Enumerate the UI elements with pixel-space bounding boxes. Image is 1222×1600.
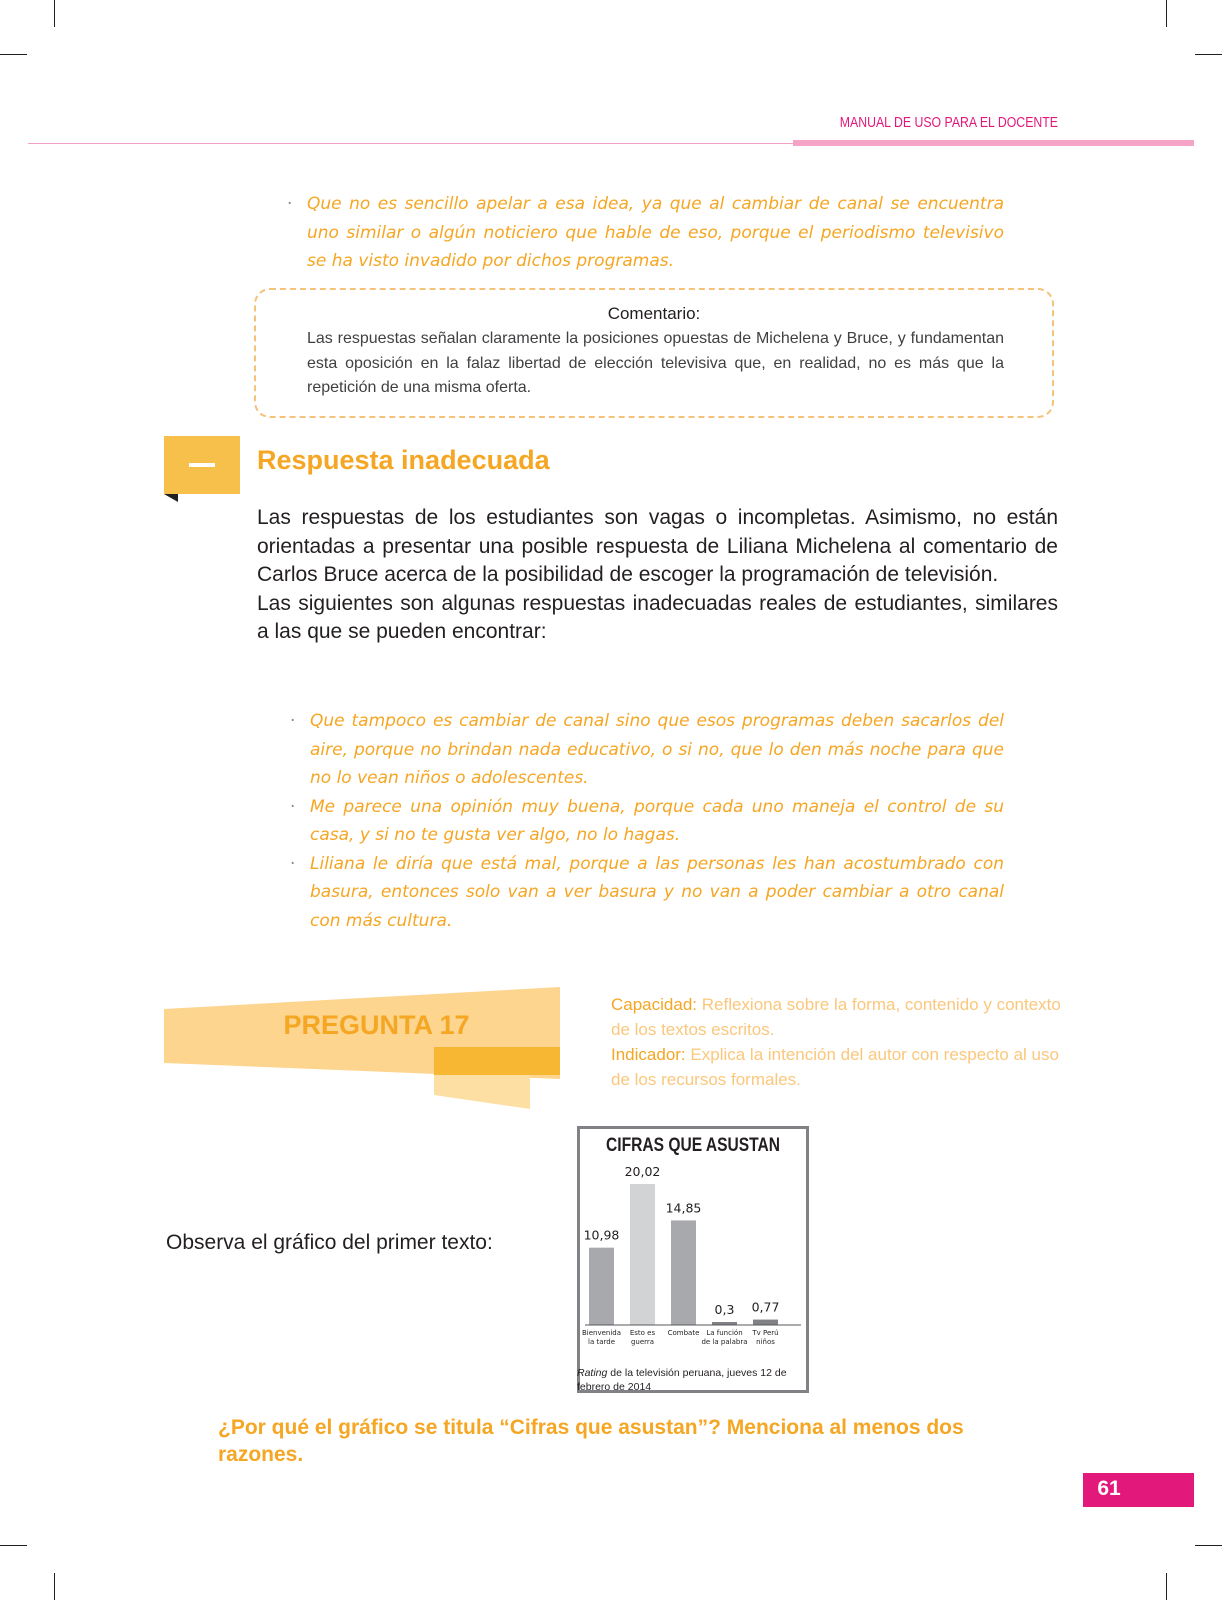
chart-category-label: Combate [667,1329,700,1337]
capacity-text: Reflexiona sobre la forma, contenido y contexto de los textos escritos. [611,995,1061,1039]
chart-category-label: Bienvenida [581,1329,622,1337]
chart-bar [671,1220,696,1325]
crop-mark [1195,54,1222,55]
crop-mark [1195,1545,1222,1546]
chart-data-label: 0,3 [714,1302,735,1317]
crop-mark [1166,0,1167,27]
list-item: · Liliana le diría que está mal, porque a las personas les han acostumbrado con basura, entonces solo van a ver basura y no van a poder cambiar a otro canal con más cultura. [310,850,1004,936]
crop-mark [0,54,27,55]
section-title: Respuesta inadecuada [257,445,550,475]
chart-category-label: la tarde [588,1338,615,1346]
list-item: · Que no es sencillo apelar a esa idea, ya que al cambiar de canal se encuentra uno similar o algún noticiero que hable de eso, porque el periodismo televisivo se ha visto invadido por dichos programas. [307,190,1004,276]
chart-category-label: La función [706,1329,743,1337]
chart-caption-italic: Rating [577,1367,608,1379]
chart-category-label: Tv Perú [752,1329,779,1337]
indicator-text: Explica la intención del autor con respecto al uso de los recursos formales. [611,1045,1059,1089]
section-body [257,504,1058,647]
chart-bar [630,1184,655,1325]
chart-caption-text: de la televisión peruana, jueves 12 de febrero de 2014 [577,1367,787,1393]
crop-mark [1166,1573,1167,1600]
chart-data-label: 10,98 [583,1227,620,1243]
list-item: · Me parece una opinión muy buena, porque cada uno maneja el control de su casa, y si no te gusta ver algo, no lo hagas. [310,793,1004,850]
section-paragraph: Las respuestas de los estudiantes son vagas o incompletas. Asimismo, no están orientadas a presentar una posible respuesta de Liliana Michelena al comentario de Carlos Bruce acerca de la posibilidad de escoger la programación de televisión. [257,506,1058,587]
chart-category-label: niños [756,1338,775,1346]
question-text: ¿Por qué el gráfico se titula “Cifras que asustan”? Menciona al menos dos razones. [218,1416,964,1466]
chart-data-label: 20,02 [624,1164,661,1179]
question-ribbon [164,987,564,1112]
chart-caption [577,1367,817,1394]
page-number: 61 [1097,1477,1121,1500]
chart-title: CIFRAS QUE ASUSTAN [606,1135,780,1156]
icon-fold [164,494,178,502]
capacity-indicator [611,992,1071,1092]
header-accent-bar [793,140,1194,146]
comment-body: Las respuestas señalan claramente la posiciones opuestas de Michelena y Bruce, y fundamentan esta oposición en la falaz libertad de elección televisiva que, en realidad, no es más que la repetición de una misma oferta. [307,330,1004,396]
list-item: · Que tampoco es cambiar de canal sino que esos programas deben sacarlos del aire, porque no brindan nada educativo, o si no, que lo den más noche para que no lo vean niños o adolescentes. [310,707,1004,793]
crop-mark [54,1573,55,1600]
chart-category-label: guerra [630,1338,655,1346]
indicator-label: Indicador: [611,1045,686,1064]
adequate-answer-list [307,190,1004,276]
chart-bar [589,1248,614,1325]
crop-mark [54,0,55,27]
chart-data-label: 0,77 [751,1299,780,1315]
crop-mark [0,1545,27,1546]
chart-bar [753,1320,778,1325]
question-number: PREGUNTA 17 [283,1010,470,1040]
chart-category-label: Esto es [629,1329,656,1337]
chart [577,1126,809,1393]
chart-category-label: de la palabra [701,1338,748,1346]
instruction: Observa el gráfico del primer texto: [166,1231,493,1254]
section-paragraph: Las siguientes son algunas respuestas inadecuadas reales de estudiantes, similares a las que se pueden encontrar: [257,591,1058,644]
header-title: MANUAL DE USO PARA EL DOCENTE [839,114,1058,131]
comment-title: Comentario: [607,304,701,323]
minus-icon-dash [189,463,215,467]
capacity-label: Capacidad: [611,995,698,1014]
inadequate-answer-list [310,707,1004,935]
chart-data-label: 14,85 [665,1200,702,1216]
